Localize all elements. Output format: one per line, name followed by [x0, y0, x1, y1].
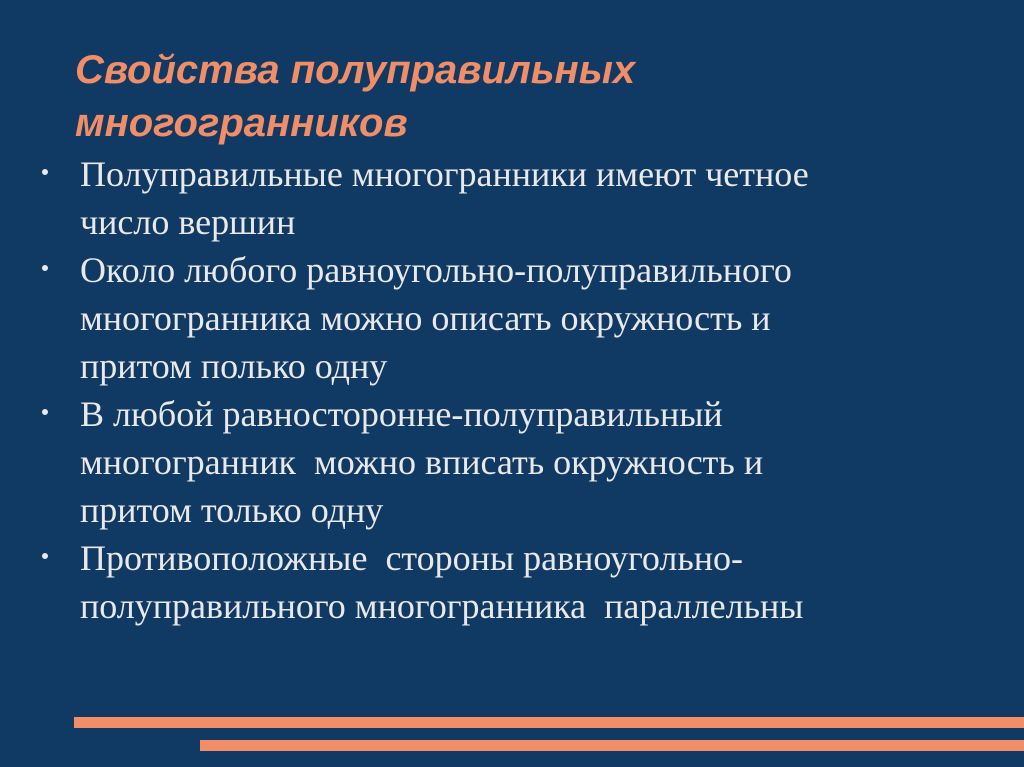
- bullet-text-line: полуправильного многогранника параллельны: [80, 586, 804, 626]
- bullet-text-line: притом только одну: [80, 490, 384, 530]
- bullet-text-line: Полуправильные многогранники имеют четное: [80, 154, 809, 194]
- bullet-dot-icon: [42, 553, 48, 559]
- slide-title: [75, 44, 975, 150]
- bullet-dot-icon: [42, 409, 48, 415]
- bullet-text-line: Противоположные стороны равноугольно-: [80, 538, 744, 578]
- bullet-dot-icon: [42, 169, 48, 175]
- bullet-text-line: притом полько одну: [80, 346, 388, 386]
- bullet-item: [42, 390, 992, 534]
- decorative-bar-bottom: [200, 740, 1024, 751]
- bullet-text-line: Около любого равноугольно-полуправильного: [80, 250, 792, 290]
- bullet-item: [42, 246, 992, 390]
- bullet-text-line: число вершин: [80, 202, 296, 242]
- bullet-text-line: многогранник можно вписать окружность и: [80, 442, 764, 482]
- bullet-list: [42, 150, 992, 630]
- bullet-text-line: В любой равносторонне-полуправильный: [80, 394, 723, 434]
- bullet-item: [42, 534, 992, 630]
- decorative-bar-top: [74, 717, 1024, 728]
- bullet-dot-icon: [42, 265, 48, 271]
- slide-title-line: многогранников: [75, 101, 408, 145]
- bullet-text-line: многогранника можно описать окружность и: [80, 298, 771, 338]
- bullet-item: [42, 150, 992, 246]
- slide-title-line: Свойства полуправильных: [75, 48, 636, 92]
